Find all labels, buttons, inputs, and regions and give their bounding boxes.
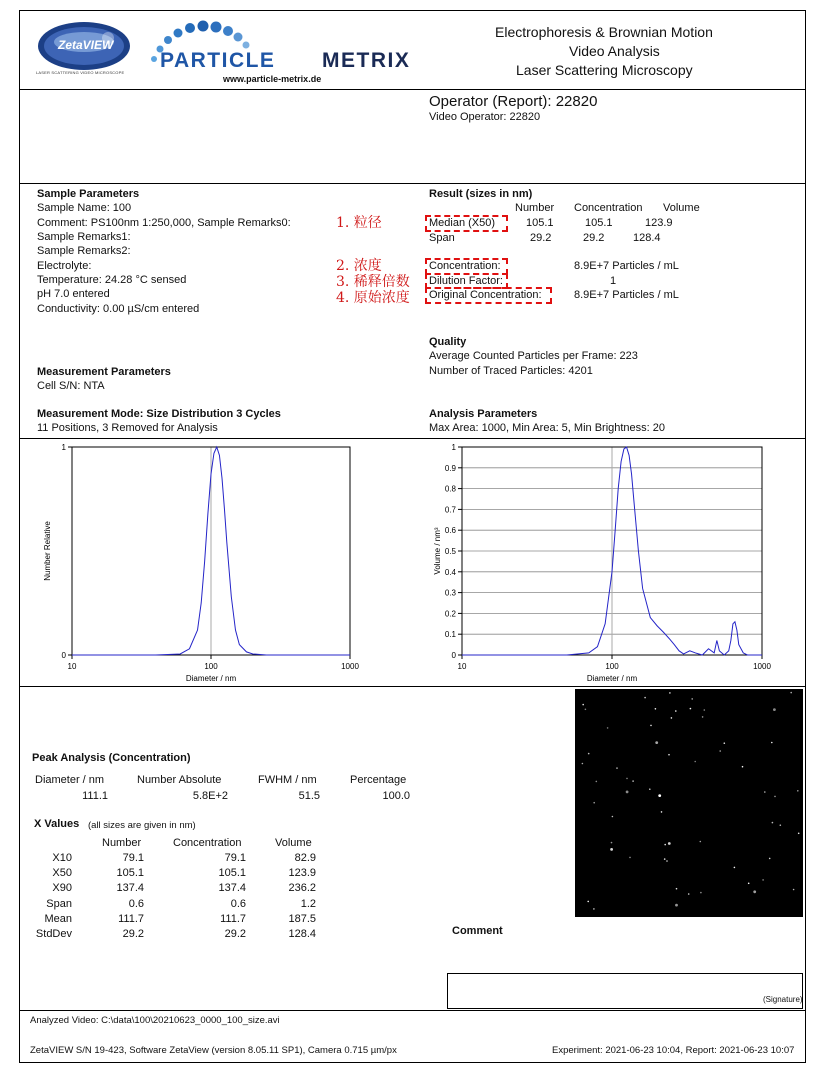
brand-particle: PARTICLE: [160, 49, 276, 72]
x-tick-label: 10: [457, 662, 467, 671]
concentration-label: Concentration:: [429, 260, 501, 272]
annotation-size: 1. 粒径: [336, 215, 382, 231]
operator-box: [19, 89, 806, 184]
footer-dates: Experiment: 2021-06-23 10:04, Report: 2021-06-23 10:07: [552, 1045, 795, 1056]
measurement-mode-heading: Measurement Mode: Size Distribution 3 Cycles: [37, 408, 281, 420]
particle-dot: [690, 708, 692, 710]
y-tick-label: 1: [61, 443, 66, 452]
y-tick-label: 0.2: [444, 609, 456, 619]
x-tick-label: 1000: [753, 662, 771, 671]
particle-dot: [675, 904, 678, 907]
row-label: StdDev: [35, 928, 72, 940]
x-axis-label: Diameter / nm: [586, 674, 638, 683]
peak-header-diameter: Diameter / nm: [35, 774, 105, 786]
sample-comment: Comment: PS100nm 1:250,000, Sample Remarks0:: [37, 217, 291, 229]
measurement-cell: Cell S/N: NTA: [37, 380, 105, 392]
zetaview-logo: [36, 20, 132, 76]
particle-dot: [769, 858, 771, 860]
xvalues-header-concentration: Concentration: [173, 837, 242, 849]
dilution-label: Dilution Factor:: [429, 275, 503, 287]
row-number: 79.1: [122, 852, 144, 864]
y-axis-label: Volume / nm³: [433, 527, 442, 575]
particle-dot: [694, 761, 696, 763]
xvalues-header-number: Number: [102, 837, 142, 849]
particle-dot: [664, 844, 666, 846]
span-label: Span: [429, 232, 455, 244]
particle-dot: [691, 698, 693, 700]
row-concentration: 0.6: [230, 898, 246, 910]
peak-value-diameter: 111.1: [82, 790, 108, 802]
row-concentration: 79.1: [224, 852, 246, 864]
particle-dot: [772, 822, 774, 824]
original-label: Original Concentration:: [429, 289, 542, 301]
row-label: Span: [46, 898, 72, 910]
row-concentration: 137.4: [218, 882, 246, 894]
particle-dot: [666, 860, 668, 862]
median-number: 105.1: [526, 217, 554, 229]
particle-dot: [798, 833, 800, 835]
zetaview-tagline: LASER SCATTERING VIDEO MICROSCOPE: [36, 70, 125, 75]
quality-heading: Quality: [429, 336, 467, 348]
median-concentration: 105.1: [585, 217, 613, 229]
particle-dot: [753, 890, 756, 893]
particle-dot: [671, 717, 673, 719]
particle-dot: [724, 742, 726, 744]
result-col-concentration: Concentration: [574, 202, 643, 214]
x-tick-label: 100: [605, 662, 619, 671]
analysis-heading: Analysis Parameters: [429, 408, 538, 420]
particle-dot: [644, 697, 646, 699]
particle-frame-image: [575, 689, 803, 917]
particle-dot: [700, 892, 702, 894]
row-volume: 187.5: [288, 913, 316, 925]
y-tick-label: 1: [451, 443, 456, 452]
particle-dot: [790, 692, 792, 694]
xvalues-note: (all sizes are given in nm): [88, 820, 196, 831]
number-distribution-chart: [40, 440, 370, 685]
y-tick-label: 0.7: [444, 505, 456, 515]
xvalues-heading: X Values: [34, 818, 80, 830]
particle-dot: [748, 883, 750, 885]
particle-dot: [704, 709, 706, 711]
row-label: X90: [52, 882, 72, 894]
y-tick-label: 0.8: [444, 484, 456, 494]
annotation-dilution: 3. 稀释倍数: [336, 274, 410, 290]
y-tick-label: 0: [61, 651, 66, 660]
x-tick-label: 10: [67, 662, 77, 671]
zetaview-logo-text: ZetaVIEW: [58, 38, 114, 52]
peak-value-number: 5.8E+2: [192, 790, 228, 802]
row-concentration: 105.1: [218, 867, 246, 879]
y-tick-label: 0: [451, 651, 456, 660]
particle-dot: [616, 767, 618, 769]
particle-dot: [588, 753, 590, 755]
row-number: 137.4: [116, 882, 144, 894]
span-number: 29.2: [530, 232, 552, 244]
x-tick-label: 100: [204, 662, 218, 671]
median-label: Median (X50): [429, 217, 496, 229]
operator-report: Operator (Report): 22820: [429, 93, 598, 110]
particle-dot: [668, 842, 671, 845]
span-concentration: 29.2: [583, 232, 605, 244]
peak-header-number: Number Absolute: [137, 774, 222, 786]
peak-value-percentage: 100.0: [382, 790, 410, 802]
median-volume: 123.9: [645, 217, 673, 229]
particle-dot: [611, 842, 613, 844]
y-tick-label: 0.5: [444, 547, 456, 556]
title-line3: Laser Scattering Microscopy: [516, 62, 693, 78]
dilution-value: 1: [610, 275, 617, 287]
particle-dot: [762, 879, 764, 881]
particle-dot: [626, 778, 628, 780]
row-concentration: 111.7: [220, 913, 246, 925]
particle-dot: [655, 708, 657, 710]
row-number: 105.1: [116, 867, 144, 879]
result-heading: Result (sizes in nm): [429, 188, 533, 200]
volume-distribution-chart: [420, 440, 780, 685]
particle-dot: [612, 816, 614, 818]
row-volume: 123.9: [288, 867, 316, 879]
sample-temperature: Temperature: 24.28 °C sensed: [37, 274, 187, 286]
xvalues-header-volume: Volume: [275, 837, 312, 849]
particle-dot: [702, 716, 704, 718]
result-col-volume: Volume: [663, 202, 700, 214]
row-label: X10: [52, 852, 72, 864]
particle-dot: [700, 841, 702, 843]
measurement-heading: Measurement Parameters: [37, 366, 171, 378]
quality-traced-particles: Number of Traced Particles: 4201: [429, 365, 593, 377]
particle-dot: [593, 802, 595, 804]
y-tick-label: 0.3: [444, 588, 456, 598]
website-link[interactable]: www.particle-metrix.de: [223, 74, 322, 84]
particle-dot: [658, 794, 661, 797]
particle-dot: [668, 754, 670, 756]
particle-dot: [585, 709, 587, 711]
particle-dot: [742, 766, 744, 768]
row-volume: 82.9: [294, 852, 316, 864]
peak-header-fwhm: FWHM / nm: [258, 774, 317, 786]
sample-heading: Sample Parameters: [37, 188, 140, 200]
sample-remarks2: Sample Remarks2:: [37, 245, 131, 257]
sample-ph: pH 7.0 entered: [37, 288, 110, 300]
peak-heading: Peak Analysis (Concentration): [32, 752, 191, 764]
xvalues-table: [0, 852, 340, 952]
result-col-number: Number: [515, 202, 555, 214]
particle-dot: [593, 908, 595, 910]
particle-dot: [688, 893, 690, 895]
particle-dot: [629, 857, 631, 859]
particle-video-frame: [575, 689, 803, 917]
particle-dot: [664, 858, 666, 860]
sample-name: Sample Name: 100: [37, 202, 132, 214]
particle-dot: [632, 780, 634, 782]
signature-label: (Signature): [763, 995, 803, 1004]
particle-dot: [649, 788, 651, 790]
particle-dot: [661, 811, 663, 813]
particle-dot: [774, 796, 776, 798]
sample-conductivity: Conductivity: 0.00 µS/cm entered: [37, 303, 200, 315]
particle-dot: [793, 889, 795, 891]
brand-metrix: METRIX: [322, 49, 411, 72]
y-tick-label: 0.1: [444, 630, 456, 640]
row-volume: 1.2: [300, 898, 316, 910]
particle-dot: [734, 867, 736, 869]
row-number: 111.7: [118, 913, 144, 925]
peak-value-fwhm: 51.5: [298, 790, 320, 802]
particle-dot: [773, 708, 776, 711]
sample-remarks1: Sample Remarks1:: [37, 231, 131, 243]
row-label: X50: [52, 867, 72, 879]
y-tick-label: 0.4: [444, 567, 456, 577]
particle-dot: [596, 781, 598, 783]
original-value: 8.9E+7 Particles / mL: [574, 289, 679, 301]
particle-dot: [780, 824, 782, 826]
particle-dot: [797, 790, 799, 792]
particle-dot: [610, 848, 613, 851]
comment-heading: Comment: [452, 925, 503, 937]
row-number: 29.2: [122, 928, 144, 940]
title-line1: Electrophoresis & Brownian Motion: [495, 24, 713, 40]
span-volume: 128.4: [633, 232, 661, 244]
x-tick-label: 1000: [341, 662, 359, 671]
particle-dot: [655, 741, 658, 744]
particle-dot: [582, 704, 584, 706]
particle-dot: [675, 710, 677, 712]
footer-software: ZetaVIEW S/N 19-423, Software ZetaView (version 8.05.11 SP1), Camera 0.715 µm/px: [30, 1045, 397, 1056]
title-line2: Video Analysis: [569, 43, 660, 59]
row-number: 0.6: [128, 898, 144, 910]
quality-avg-particles: Average Counted Particles per Frame: 223: [429, 350, 638, 362]
particle-dot: [676, 888, 678, 890]
particle-dot: [719, 750, 721, 752]
row-label: Mean: [44, 913, 72, 925]
row-volume: 236.2: [288, 882, 316, 894]
concentration-value: 8.9E+7 Particles / mL: [574, 260, 679, 272]
particle-dot: [626, 791, 629, 794]
y-tick-label: 0.6: [444, 526, 456, 536]
row-concentration: 29.2: [224, 928, 246, 940]
annotation-original: 4. 原始浓度: [336, 290, 410, 306]
sample-electrolyte: Electrolyte:: [37, 260, 92, 272]
header-box: [19, 10, 806, 90]
x-axis-label: Diameter / nm: [185, 674, 237, 683]
y-tick-label: 0.9: [444, 463, 456, 473]
row-volume: 128.4: [288, 928, 316, 940]
particle-dot: [764, 791, 766, 793]
measurement-positions: 11 Positions, 3 Removed for Analysis: [37, 422, 218, 434]
footer-analyzed-video: Analyzed Video: C:\data\100\20210623_0000_100_size.avi: [30, 1015, 280, 1026]
signature-box[interactable]: [447, 973, 803, 1009]
particle-dot: [582, 763, 584, 765]
particle-dot: [771, 742, 773, 744]
peak-header-percentage: Percentage: [350, 774, 407, 786]
y-axis-label: Number Relative: [43, 521, 52, 581]
analysis-line: Max Area: 1000, Min Area: 5, Min Brightness: 20: [429, 422, 666, 434]
particle-dot: [669, 692, 671, 694]
particle-dot: [587, 901, 589, 903]
particle-dot: [650, 725, 652, 727]
annotation-concentration: 2. 浓度: [336, 258, 382, 274]
operator-video: Video Operator: 22820: [429, 111, 541, 123]
particle-dot: [607, 727, 609, 729]
